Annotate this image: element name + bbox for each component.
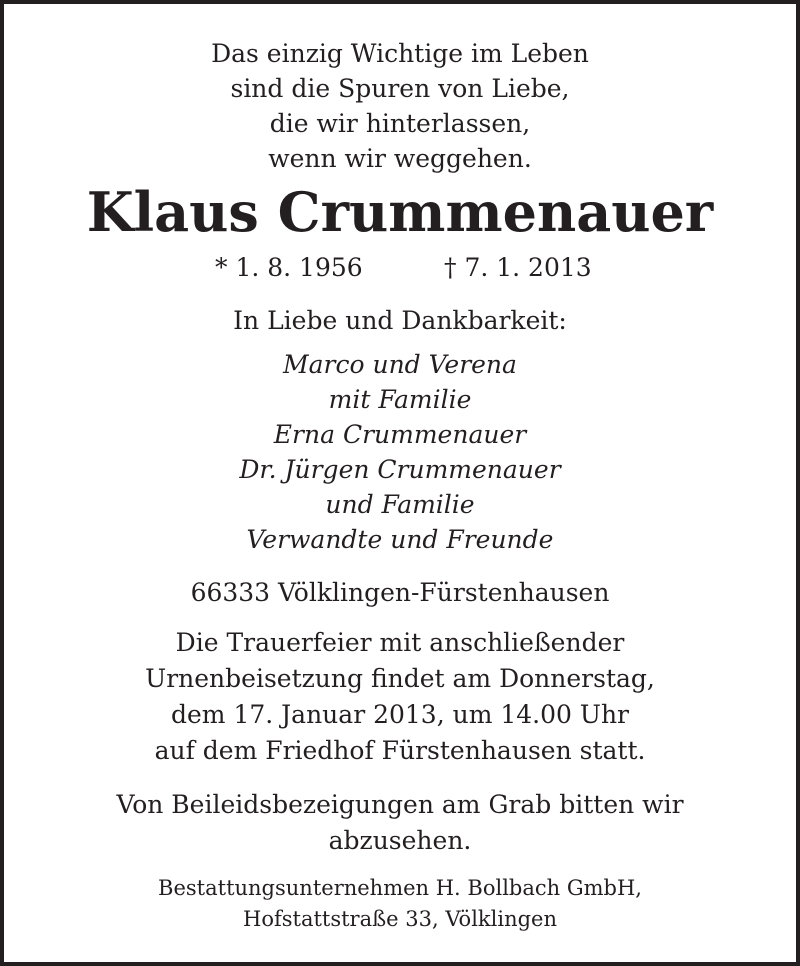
mourner-line: und Familie	[325, 490, 475, 519]
death-date: † 7. 1. 2013	[444, 253, 592, 282]
service-line: Die Trauerfeier mit anschließender	[175, 628, 625, 657]
service-line: dem 17. Januar 2013, um 14.00 Uhr	[171, 700, 629, 729]
undertaker-line: Bestattungsunternehmen H. Bollbach GmbH,	[158, 876, 642, 900]
mourner-line: Dr. Jürgen Crummenauer	[239, 455, 561, 484]
verse-line: wenn wir weggehen.	[268, 144, 532, 173]
mourner-line: mit Familie	[328, 385, 472, 414]
service-line: auf dem Friedhof Fürstenhausen statt.	[154, 736, 646, 765]
deceased-name: Klaus Crummenauer	[86, 180, 714, 244]
verse-line: die wir hinterlassen,	[269, 109, 531, 138]
birth-date: * 1. 8. 1956	[215, 253, 363, 282]
life-dates	[4, 251, 796, 284]
service-line: Urnenbeisetzung findet am Donnerstag,	[145, 664, 655, 693]
verse-line: sind die Spuren von Liebe,	[230, 74, 570, 103]
request-line: abzusehen.	[328, 826, 472, 855]
location: 66333 Völklingen-Fürstenhausen	[190, 578, 610, 607]
request-line: Von Beileidsbezeigungen am Grab bitten wir	[116, 790, 684, 819]
mourner-line: Marco und Verena	[283, 350, 517, 379]
undertaker-line: Hofstattstraße 33, Völklingen	[243, 907, 557, 931]
dedication: In Liebe und Dankbarkeit:	[233, 306, 567, 335]
verse-line: Das einzig Wichtige im Leben	[211, 39, 589, 68]
mourner-line: Erna Crummenauer	[273, 420, 527, 449]
mourner-line: Verwandte und Freunde	[246, 525, 554, 554]
